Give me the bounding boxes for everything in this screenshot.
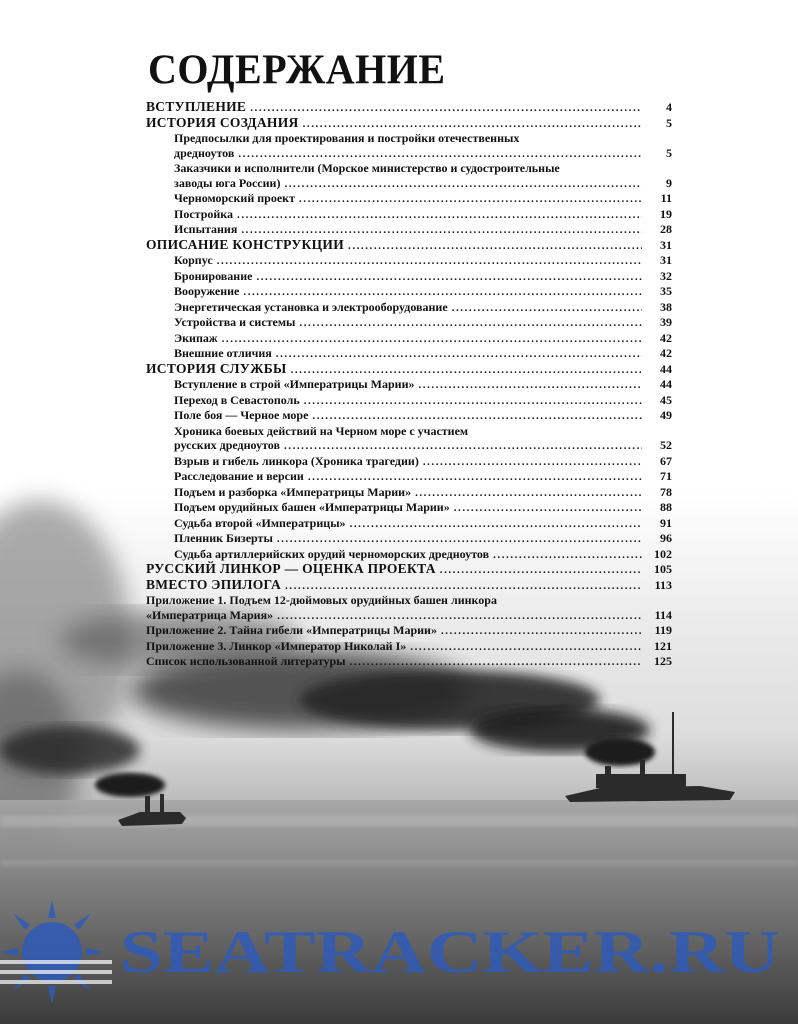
- toc-entry-title: русских дредноутов: [174, 438, 280, 452]
- toc-entry: [146, 562, 672, 578]
- toc-entry-line: [174, 377, 672, 393]
- toc-entry-page: 35: [660, 284, 672, 298]
- toc-entry: [146, 469, 672, 485]
- toc-entry-title: Экипаж: [174, 330, 218, 345]
- toc-entry: [146, 222, 672, 238]
- toc-entry: [146, 623, 672, 639]
- dot-leader: [308, 470, 642, 485]
- toc-entry-title: Внешние отличия: [174, 346, 272, 360]
- toc-entry-line: [174, 315, 672, 331]
- toc-entry-page: 121: [654, 638, 672, 653]
- toc-entry-title: Приложение 2. Тайна гибели «Императрицы Марии»: [146, 623, 437, 637]
- toc-entry-page: 31: [660, 253, 672, 267]
- sun-logo-icon: [0, 900, 112, 1004]
- watermark: [0, 900, 798, 1024]
- toc-entry-page: 113: [654, 577, 672, 592]
- toc-entry-page: 49: [660, 408, 672, 422]
- toc-entry-page: 39: [660, 315, 672, 329]
- toc-entry-title: ИСТОРИЯ СОЗДАНИЯ: [146, 114, 299, 130]
- toc-entry-line: [174, 438, 672, 454]
- dot-leader: [493, 548, 642, 563]
- dot-leader: [350, 517, 642, 532]
- toc-entry: [146, 191, 672, 207]
- toc-entry: [146, 516, 672, 532]
- toc-entry-title: Список использованной литературы: [146, 654, 346, 668]
- toc-entry: [146, 331, 672, 347]
- toc-entry-page: 31: [660, 237, 672, 252]
- toc-entry-title: Устройства и системы: [174, 315, 296, 329]
- toc-entry-line: [146, 623, 672, 639]
- toc-entry-page: 9: [666, 175, 672, 190]
- toc-entry-title: ВСТУПЛЕНИЕ: [146, 99, 247, 114]
- toc-entry-title: Постройка: [174, 206, 234, 221]
- dot-leader: [250, 101, 642, 116]
- dot-leader: [415, 486, 642, 501]
- toc-entry-page: 105: [654, 562, 672, 576]
- toc-entry-title: Пленник Бизерты: [174, 531, 273, 545]
- toc-entry: [146, 131, 672, 161]
- toc-entry: [146, 161, 672, 191]
- toc-entry: [146, 531, 672, 547]
- toc-entry-page: 67: [660, 453, 672, 468]
- toc-entry: [146, 578, 672, 594]
- toc-entry-line: [174, 300, 672, 316]
- toc-entry: [146, 424, 672, 454]
- toc-entry: [146, 253, 672, 269]
- toc-entry-page: 114: [654, 607, 672, 622]
- toc-entry-page: 119: [654, 623, 672, 637]
- dot-leader: [291, 363, 642, 378]
- toc-entry: [146, 300, 672, 316]
- dot-leader: [276, 347, 642, 362]
- dot-leader: [348, 239, 642, 254]
- toc-entry-line: [174, 485, 672, 501]
- toc-entries: [146, 100, 672, 670]
- toc-entry-title: Испытания: [174, 222, 238, 236]
- toc-entry-page: 78: [660, 484, 672, 499]
- dot-leader: [299, 192, 642, 207]
- toc-entry-page: 71: [660, 469, 672, 483]
- toc-entry-page: 19: [660, 206, 672, 221]
- table-of-contents: [146, 45, 672, 670]
- toc-entry-line: [146, 578, 672, 594]
- toc-entry-line: [174, 222, 672, 238]
- toc-entry: [146, 408, 672, 424]
- dot-leader: [284, 177, 642, 192]
- toc-entry: [146, 315, 672, 331]
- toc-entry-page: 28: [660, 222, 672, 236]
- toc-entry-first-line: Приложение 1. Подъем 12-дюймовых орудийных башен линкора: [146, 593, 497, 607]
- toc-entry-page: 11: [660, 191, 672, 205]
- dot-leader: [284, 439, 642, 454]
- dot-leader: [285, 579, 642, 594]
- watermark-text: SEATRACKER.RU: [120, 919, 780, 985]
- toc-entry-title: Переход в Севастополь: [174, 392, 300, 407]
- toc-entry-line: [174, 284, 672, 300]
- toc-entry-first-line: Предпосылки для проектирования и постройки отечественных: [174, 131, 520, 145]
- toc-entry: [146, 547, 672, 563]
- toc-entry-title: Судьба артиллерийских орудий черноморских дредноутов: [174, 546, 490, 561]
- toc-entry-page: 44: [660, 361, 672, 376]
- toc-entry-title: Судьба второй «Императрицы»: [174, 515, 346, 530]
- toc-entry-title: Вооружение: [174, 284, 240, 298]
- toc-entry-line: [146, 654, 672, 670]
- dot-leader: [277, 609, 642, 624]
- toc-entry: [146, 377, 672, 393]
- dot-leader: [304, 394, 642, 409]
- toc-entry-page: 91: [660, 515, 672, 530]
- dot-leader: [243, 285, 642, 300]
- toc-entry-line: [146, 362, 672, 378]
- toc-entry-line: [174, 393, 672, 409]
- toc-entry-page: 42: [660, 346, 672, 360]
- dot-leader: [277, 532, 642, 547]
- toc-entry-page: 4: [666, 100, 672, 114]
- toc-entry: [146, 593, 672, 623]
- toc-entry: [146, 207, 672, 223]
- toc-entry-first-line: Заказчики и исполнители (Морское министерство и судостроительные: [174, 161, 560, 175]
- toc-entry-title: Черноморский проект: [174, 191, 295, 205]
- dot-leader: [440, 563, 642, 578]
- toc-entry-page: 32: [660, 268, 672, 283]
- toc-entry: [146, 500, 672, 516]
- toc-entry-page: 38: [660, 299, 672, 314]
- toc-entry-line: [146, 116, 672, 132]
- dot-leader: [418, 378, 642, 393]
- toc-entry-title: Корпус: [174, 253, 213, 267]
- toc-entry-first-line: Хроника боевых действий на Черном море с участием: [174, 423, 469, 438]
- toc-entry-line: [174, 331, 672, 347]
- toc-entry-title: Взрыв и гибель линкора (Хроника трагедии): [174, 453, 419, 468]
- toc-entry-line: [146, 562, 672, 578]
- toc-entry-line: [174, 454, 672, 470]
- toc-entry-line: [146, 639, 672, 655]
- toc-entry-line: [174, 500, 672, 516]
- toc-entry-page: 88: [660, 500, 672, 514]
- toc-entry-line: [174, 547, 672, 563]
- toc-entry: [146, 346, 672, 362]
- dot-leader: [237, 208, 642, 223]
- toc-entry-title: Приложение 3. Линкор «Император Николай I»: [146, 638, 407, 653]
- toc-entry-line: [174, 408, 672, 424]
- toc-entry-line: [174, 516, 672, 532]
- toc-entry-line: [174, 531, 672, 547]
- toc-entry-title: Энергетическая установка и электрооборудование: [174, 299, 448, 314]
- toc-entry-page: 42: [660, 330, 672, 345]
- toc-entry-title: заводы юга России): [174, 175, 281, 190]
- dot-leader: [303, 117, 642, 132]
- toc-entry-line: [174, 469, 672, 485]
- toc-entry-line: [174, 191, 672, 207]
- dot-leader: [452, 301, 642, 316]
- toc-entry: [146, 362, 672, 378]
- toc-entry-title: Подъем и разборка «Императрицы Марии»: [174, 484, 412, 499]
- toc-entry-title: РУССКИЙ ЛИНКОР — ОЦЕНКА ПРОЕКТА: [146, 561, 436, 576]
- toc-entry-title: «Императрица Мария»: [146, 607, 274, 622]
- toc-entry-title: дредноутов: [174, 145, 235, 160]
- toc-entry: [146, 393, 672, 409]
- toc-entry-page: 5: [666, 145, 672, 160]
- dot-leader: [454, 501, 642, 516]
- toc-entry-title: ВМЕСТО ЭПИЛОГА: [146, 576, 281, 592]
- toc-entry-page: 5: [666, 115, 672, 130]
- toc-entry-line: [174, 146, 672, 162]
- toc-entry: [146, 485, 672, 501]
- dot-leader: [238, 147, 642, 162]
- toc-entry-line: [174, 269, 672, 285]
- toc-entry: [146, 454, 672, 470]
- toc-entry: [146, 100, 672, 116]
- toc-entry-line: [174, 176, 672, 192]
- toc-entry-title: ОПИСАНИЕ КОНСТРУКЦИИ: [146, 236, 345, 252]
- dot-leader: [256, 270, 642, 285]
- toc-entry-line: [174, 207, 672, 223]
- toc-entry-page: 45: [660, 392, 672, 407]
- toc-entry-title: Подъем орудийных башен «Императрицы Марии»: [174, 500, 450, 514]
- toc-entry: [146, 639, 672, 655]
- dot-leader: [441, 624, 642, 639]
- dot-leader: [423, 455, 642, 470]
- dot-leader: [350, 655, 643, 670]
- toc-entry: [146, 269, 672, 285]
- toc-entry-title: Поле боя — Черное море: [174, 408, 309, 422]
- dot-leader: [217, 254, 642, 269]
- toc-entry-line: [174, 346, 672, 362]
- toc-entry-page: 96: [660, 531, 672, 545]
- toc-entry: [146, 654, 672, 670]
- toc-entry-title: Вступление в строй «Императрицы Марии»: [174, 377, 415, 391]
- toc-entry-page: 52: [660, 438, 672, 452]
- toc-entry-title: Бронирование: [174, 268, 253, 283]
- toc-entry-page: 44: [660, 377, 672, 391]
- dot-leader: [410, 640, 642, 655]
- toc-entry-page: 102: [654, 546, 672, 561]
- contents-heading: СОДЕРЖАНИЕ: [148, 45, 446, 94]
- toc-entry: [146, 116, 672, 132]
- toc-entry-line: [174, 253, 672, 269]
- toc-entry-title: Расследование и версии: [174, 469, 304, 483]
- dot-leader: [299, 316, 642, 331]
- dot-leader: [222, 332, 642, 347]
- toc-entry-line: [146, 608, 672, 624]
- toc-entry: [146, 238, 672, 254]
- dot-leader: [241, 223, 642, 238]
- toc-entry-line: [146, 238, 672, 254]
- toc-entry-page: 125: [654, 654, 672, 668]
- dot-leader: [312, 409, 642, 424]
- toc-entry: [146, 284, 672, 300]
- toc-entry-line: [146, 100, 672, 116]
- toc-entry-title: ИСТОРИЯ СЛУЖБЫ: [146, 360, 287, 376]
